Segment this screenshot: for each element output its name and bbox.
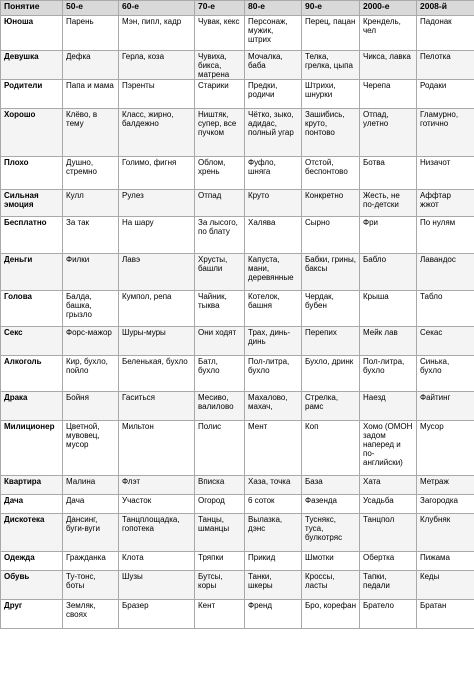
- table-cell: Участок: [119, 495, 195, 514]
- table-cell: Дача: [63, 495, 119, 514]
- row-term: Дача: [1, 495, 63, 514]
- table-cell: Махалово, махач,: [245, 392, 302, 421]
- table-row: [1, 51, 474, 80]
- table-cell: Месиво, валилово: [195, 392, 245, 421]
- table-cell: Они ходят: [195, 327, 245, 356]
- table-cell: Хрусты, башли: [195, 254, 245, 291]
- row-term: Родители: [1, 80, 63, 109]
- table-cell: Шмотки: [302, 552, 360, 571]
- table-cell: Дансинг, буги-вуги: [63, 514, 119, 552]
- table-row: [1, 600, 474, 629]
- table-cell: Бухло, дринк: [302, 356, 360, 392]
- table-cell: Мейк лав: [360, 327, 417, 356]
- table-cell: Конкретно: [302, 190, 360, 217]
- row-term: Девушка: [1, 51, 63, 80]
- column-header-60s: 60-е: [119, 1, 195, 16]
- table-cell: Перепих: [302, 327, 360, 356]
- table-cell: Кулл: [63, 190, 119, 217]
- table-cell: Шузы: [119, 571, 195, 600]
- table-cell: Пол-литра, бухло: [245, 356, 302, 392]
- table-cell: Секас: [417, 327, 474, 356]
- column-header-2008: 2008-й: [417, 1, 474, 16]
- table-cell: Чикса, лавка: [360, 51, 417, 80]
- table-cell: Телка, грелка, цыпа: [302, 51, 360, 80]
- table-cell: Низачот: [417, 157, 474, 190]
- table-cell: Впиcка: [195, 476, 245, 495]
- table-cell: Беленькая, бухло: [119, 356, 195, 392]
- row-term: Юноша: [1, 16, 63, 51]
- table-row: [1, 190, 474, 217]
- table-row: [1, 254, 474, 291]
- row-term: Секс: [1, 327, 63, 356]
- table-cell: Черепа: [360, 80, 417, 109]
- table-cell: Шуры-муры: [119, 327, 195, 356]
- table-cell: Клубняк: [417, 514, 474, 552]
- table-cell: Бабки, грины, баксы: [302, 254, 360, 291]
- table-cell: Отпад, улетно: [360, 109, 417, 157]
- table-cell: Филки: [63, 254, 119, 291]
- table-cell: Коп: [302, 421, 360, 476]
- table-row: [1, 16, 474, 51]
- table-cell: Табло: [417, 291, 474, 327]
- table-cell: Стрелка, рамс: [302, 392, 360, 421]
- column-header-2000s: 2000-е: [360, 1, 417, 16]
- table-cell: Зашибись, круто, понтово: [302, 109, 360, 157]
- table-cell: Пелотка: [417, 51, 474, 80]
- table-cell: Гламурно, готично: [417, 109, 474, 157]
- table-body: [1, 16, 474, 629]
- table-cell: Бойня: [63, 392, 119, 421]
- table-cell: Малина: [63, 476, 119, 495]
- table-row: [1, 109, 474, 157]
- table-cell: Трах, динь-динь: [245, 327, 302, 356]
- table-cell: Наезд: [360, 392, 417, 421]
- table-cell: Перец, пацан: [302, 16, 360, 51]
- table-cell: Кир, бухло, пойло: [63, 356, 119, 392]
- table-cell: Хомо (ОМОН задом наперед и по-английски): [360, 421, 417, 476]
- table-cell: Чувак, кекс: [195, 16, 245, 51]
- table-cell: Танцы, шманцы: [195, 514, 245, 552]
- table-cell: Мэн, пипл, кадр: [119, 16, 195, 51]
- row-term: Голова: [1, 291, 63, 327]
- table-cell: За так: [63, 217, 119, 254]
- table-cell: Усадьба: [360, 495, 417, 514]
- table-cell: Форс-мажор: [63, 327, 119, 356]
- table-cell: Голимо, фигня: [119, 157, 195, 190]
- table-cell: Хата: [360, 476, 417, 495]
- row-term: Одежда: [1, 552, 63, 571]
- table-cell: Фри: [360, 217, 417, 254]
- table-cell: Загородка: [417, 495, 474, 514]
- row-term: Сильная эмоция: [1, 190, 63, 217]
- table-cell: Ботва: [360, 157, 417, 190]
- table-cell: Душно, стремно: [63, 157, 119, 190]
- table-row: [1, 157, 474, 190]
- column-header-70s: 70-е: [195, 1, 245, 16]
- table-cell: Френд: [245, 600, 302, 629]
- table-row: [1, 356, 474, 392]
- table-cell: Папа и мама: [63, 80, 119, 109]
- column-header-50s: 50-е: [63, 1, 119, 16]
- table-cell: Крендель, чел: [360, 16, 417, 51]
- table-cell: Отстой, беспонтово: [302, 157, 360, 190]
- table-row: [1, 291, 474, 327]
- table-cell: Кумпол, репа: [119, 291, 195, 327]
- table-cell: По нулям: [417, 217, 474, 254]
- row-term: Драка: [1, 392, 63, 421]
- table-cell: Круто: [245, 190, 302, 217]
- table-cell: Вылазка, дэнс: [245, 514, 302, 552]
- table-cell: Чердак, бубен: [302, 291, 360, 327]
- table-cell: Туснякс, туса, булкотряс: [302, 514, 360, 552]
- table-row: [1, 476, 474, 495]
- table-cell: Бразер: [119, 600, 195, 629]
- table-cell: Обертка: [360, 552, 417, 571]
- table-cell: На шару: [119, 217, 195, 254]
- table-cell: Чайник, тыква: [195, 291, 245, 327]
- table-cell: Метраж: [417, 476, 474, 495]
- table-cell: Аффтар жжот: [417, 190, 474, 217]
- table-cell: Котелок, башня: [245, 291, 302, 327]
- column-header-90s: 90-е: [302, 1, 360, 16]
- table-cell: Бабло: [360, 254, 417, 291]
- row-term: Деньги: [1, 254, 63, 291]
- table-cell: Батл, бухло: [195, 356, 245, 392]
- table-cell: Чувиха, бикса, матрена: [195, 51, 245, 80]
- table-cell: Гаситься: [119, 392, 195, 421]
- table-cell: Земляк, своях: [63, 600, 119, 629]
- table-cell: Парень: [63, 16, 119, 51]
- table-cell: Пижама: [417, 552, 474, 571]
- table-cell: Пол-литра, бухло: [360, 356, 417, 392]
- table-row: [1, 217, 474, 254]
- table-cell: Балда, башка, грызло: [63, 291, 119, 327]
- row-term: Обувь: [1, 571, 63, 600]
- table-cell: Фазенда: [302, 495, 360, 514]
- table-cell: Сырно: [302, 217, 360, 254]
- table-cell: Танцпол: [360, 514, 417, 552]
- table-row: [1, 552, 474, 571]
- table-cell: Лавандос: [417, 254, 474, 291]
- table-cell: Танцплощадка, гопотека: [119, 514, 195, 552]
- table-cell: Гражданка: [63, 552, 119, 571]
- table-row: [1, 327, 474, 356]
- table-cell: Пэренты: [119, 80, 195, 109]
- table-cell: Мусор: [417, 421, 474, 476]
- table-cell: Цветной, мувовец, мусор: [63, 421, 119, 476]
- table-cell: Братело: [360, 600, 417, 629]
- table-cell: Кент: [195, 600, 245, 629]
- table-cell: Штрихи, шнурки: [302, 80, 360, 109]
- table-cell: Кроссы, ласты: [302, 571, 360, 600]
- table-cell: Мент: [245, 421, 302, 476]
- table-cell: Синька, бухло: [417, 356, 474, 392]
- table-cell: Класс, жирно, балдежно: [119, 109, 195, 157]
- table-cell: Прикид: [245, 552, 302, 571]
- table-cell: Халява: [245, 217, 302, 254]
- table-cell: Бро, корефан: [302, 600, 360, 629]
- table-cell: Герла, коза: [119, 51, 195, 80]
- table-cell: Капуста, мани, деревянные: [245, 254, 302, 291]
- row-term: Плохо: [1, 157, 63, 190]
- table-cell: Тряпки: [195, 552, 245, 571]
- table-cell: 6 соток: [245, 495, 302, 514]
- table-cell: Мильтон: [119, 421, 195, 476]
- row-term: Алкоголь: [1, 356, 63, 392]
- table-cell: Старики: [195, 80, 245, 109]
- table-cell: Дефка: [63, 51, 119, 80]
- table-cell: Родаки: [417, 80, 474, 109]
- column-header-80s: 80-е: [245, 1, 302, 16]
- table-cell: Клёво, в тему: [63, 109, 119, 157]
- table-cell: Ту-тонс, боты: [63, 571, 119, 600]
- table-cell: Бутсы, коры: [195, 571, 245, 600]
- table-cell: Отпад: [195, 190, 245, 217]
- table-cell: Мочалка, баба: [245, 51, 302, 80]
- row-term: Милиционер: [1, 421, 63, 476]
- column-header-term: Понятие: [1, 1, 63, 16]
- row-term: Дискотека: [1, 514, 63, 552]
- table-cell: Полис: [195, 421, 245, 476]
- table-row: [1, 421, 474, 476]
- table-cell: Братан: [417, 600, 474, 629]
- row-term: Квартира: [1, 476, 63, 495]
- table-cell: Падонак: [417, 16, 474, 51]
- table-cell: Жесть, не по-детски: [360, 190, 417, 217]
- table-cell: Файтинг: [417, 392, 474, 421]
- table-row: [1, 514, 474, 552]
- table-cell: За лысого, по блату: [195, 217, 245, 254]
- table-cell: Облом, хрень: [195, 157, 245, 190]
- table-cell: Фуфло, шняга: [245, 157, 302, 190]
- table-cell: Персонаж, мужик, штрих: [245, 16, 302, 51]
- table-cell: Флэт: [119, 476, 195, 495]
- table-cell: Крыша: [360, 291, 417, 327]
- table-row: [1, 392, 474, 421]
- table-cell: Рулез: [119, 190, 195, 217]
- table-row: [1, 571, 474, 600]
- table-cell: База: [302, 476, 360, 495]
- table-row: [1, 495, 474, 514]
- table-cell: Танки, шкеры: [245, 571, 302, 600]
- table-cell: Тапки, педали: [360, 571, 417, 600]
- table-cell: Чётко, зыко, адидас, полный угар: [245, 109, 302, 157]
- table-cell: Хаза, точка: [245, 476, 302, 495]
- table-cell: Ништяк, супер, все пучком: [195, 109, 245, 157]
- table-cell: Лавэ: [119, 254, 195, 291]
- table-header-row: [1, 1, 474, 16]
- table-cell: Огород: [195, 495, 245, 514]
- table-cell: Предки, родичи: [245, 80, 302, 109]
- table-cell: Клота: [119, 552, 195, 571]
- table-cell: Кеды: [417, 571, 474, 600]
- table-row: [1, 80, 474, 109]
- row-term: Бесплатно: [1, 217, 63, 254]
- row-term: Друг: [1, 600, 63, 629]
- row-term: Хорошо: [1, 109, 63, 157]
